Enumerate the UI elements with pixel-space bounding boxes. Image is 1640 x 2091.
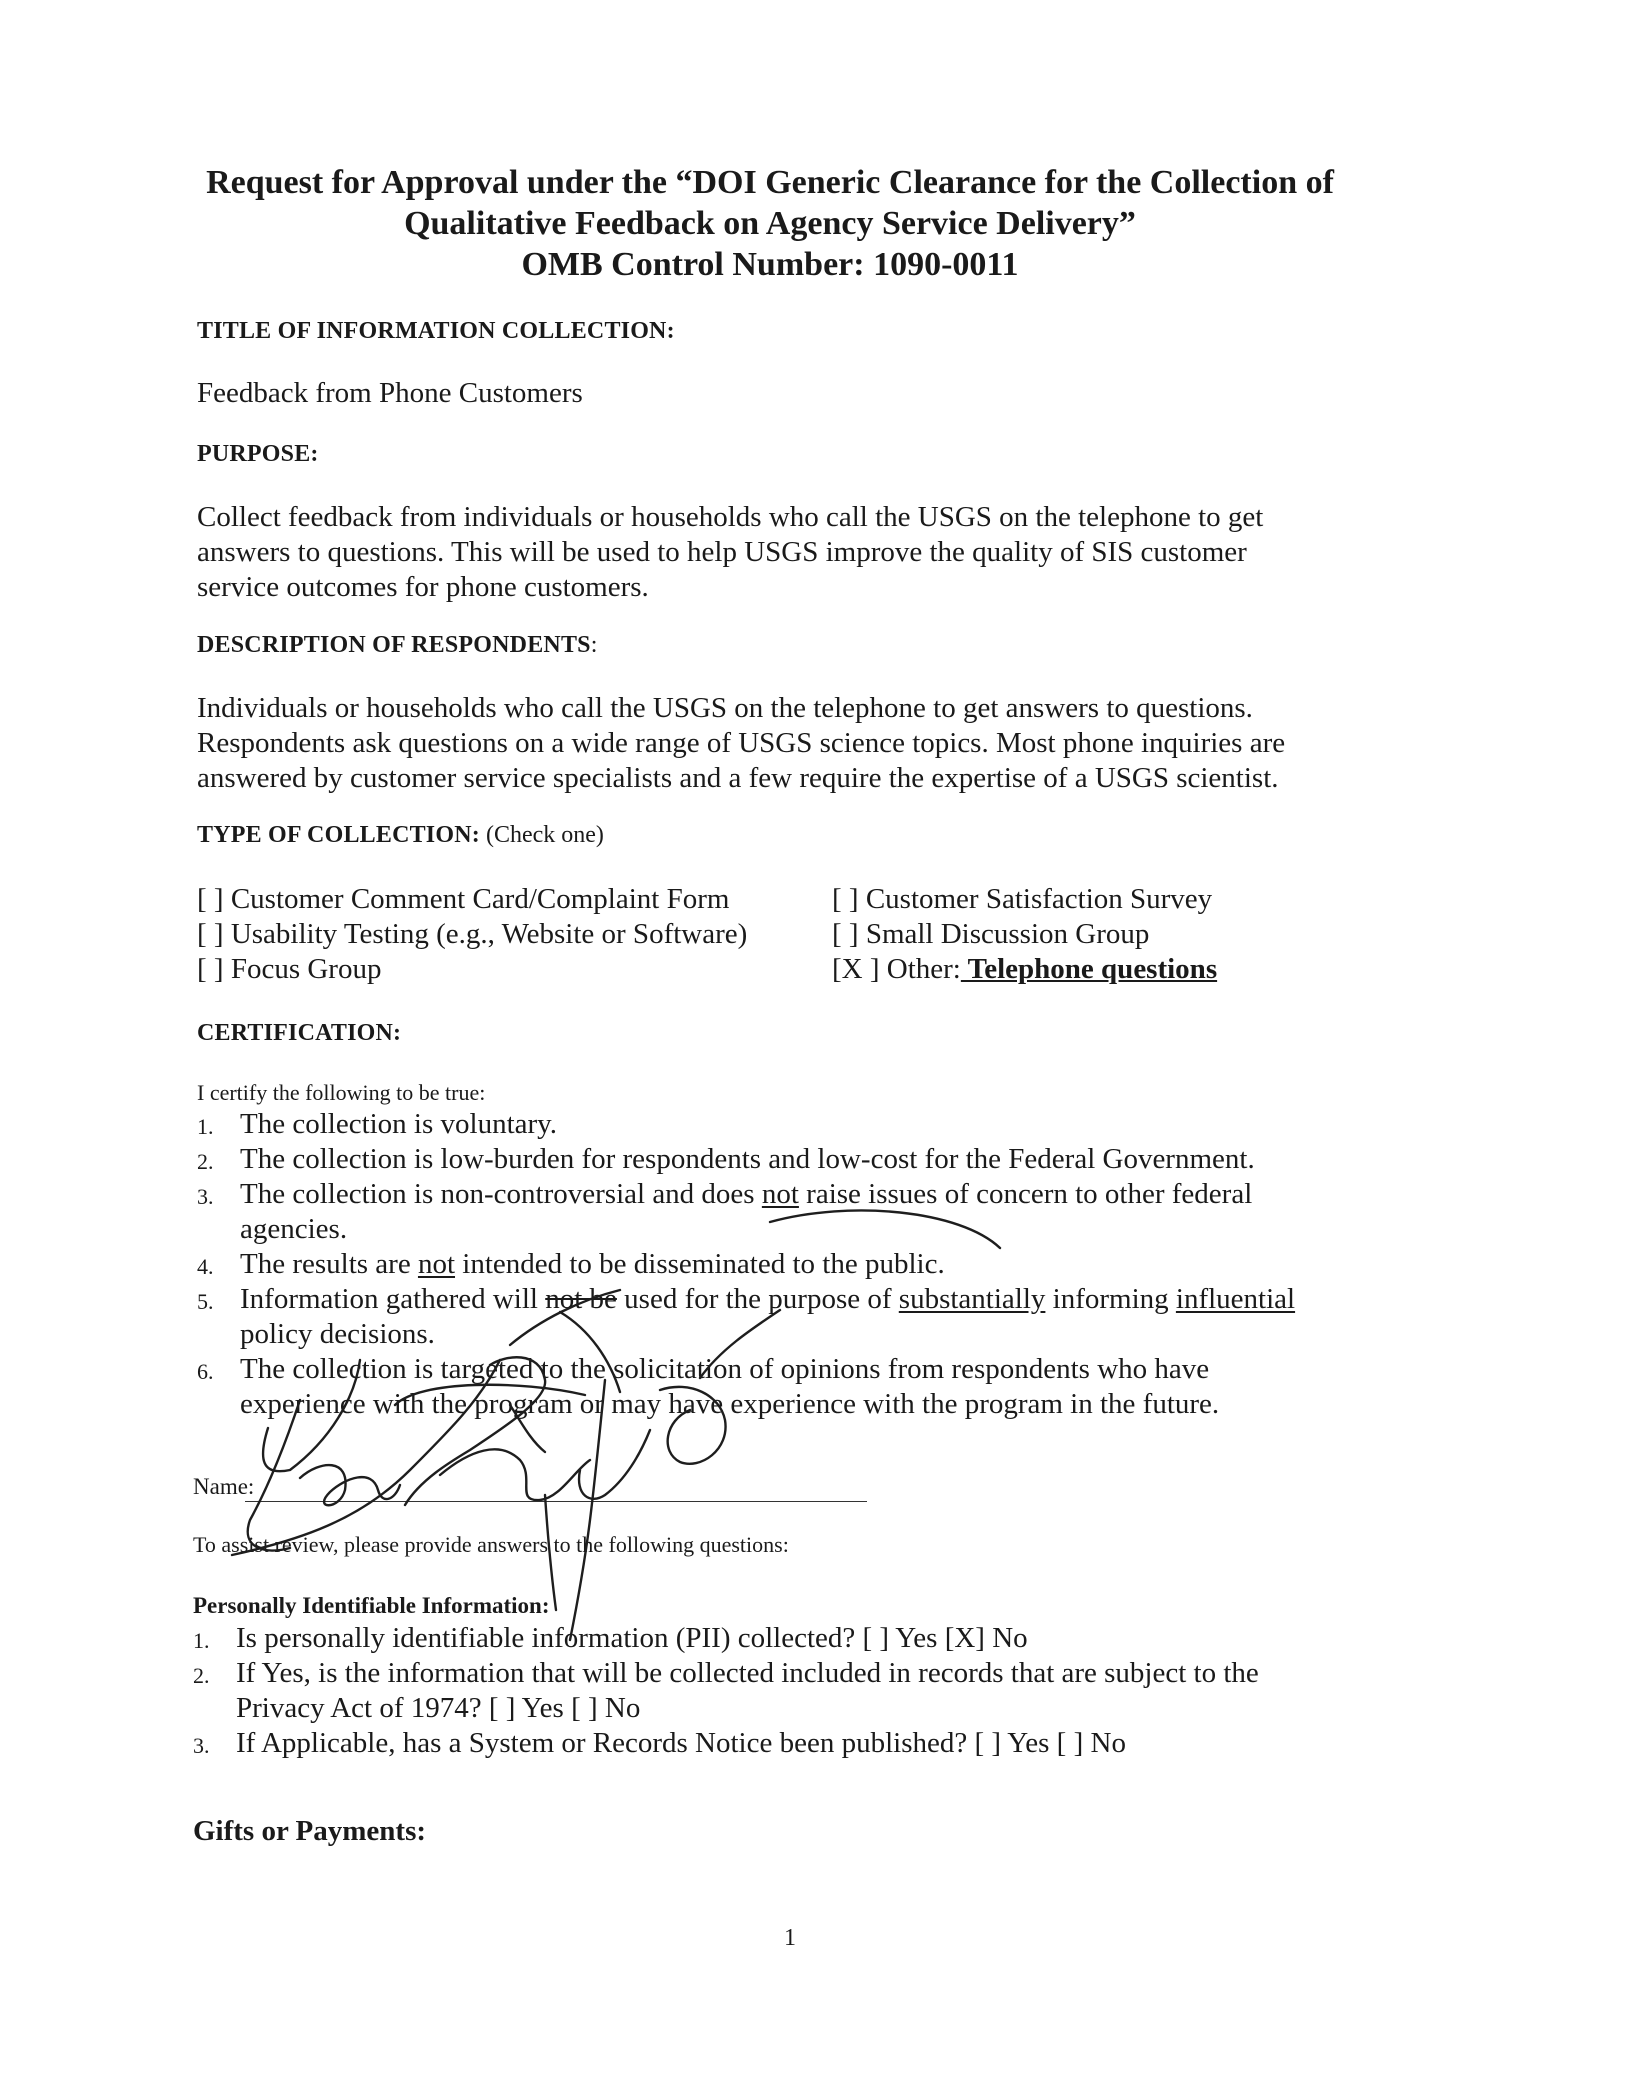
list-text: Privacy Act of 1974? [ ] Yes [ ] No <box>236 1692 641 1724</box>
list-item <box>193 1726 1373 1761</box>
list-text: The collection is low-burden for respondents and low-cost for the Federal Government. <box>240 1143 1255 1175</box>
list-text-underlined: substantially <box>898 1283 1046 1315</box>
list-text: The results are <box>240 1248 418 1280</box>
section-label-certification: CERTIFICATION: <box>197 1020 402 1046</box>
collection-types-left <box>197 882 747 987</box>
list-text-underlined: influential <box>1175 1283 1296 1315</box>
checkbox-option: [ ] Small Discussion Group <box>832 918 1150 950</box>
list-item <box>197 1142 1377 1177</box>
checkbox-option: [ ] Customer Comment Card/Complaint Form <box>197 883 730 915</box>
list-number: 6. <box>197 1359 214 1384</box>
other-value: Telephone questions <box>960 953 1218 985</box>
list-item <box>193 1621 1373 1656</box>
list-number: 2. <box>193 1663 210 1688</box>
document-title <box>150 162 1390 285</box>
list-text-underlined: not <box>761 1178 799 1210</box>
list-text: informing <box>1045 1283 1176 1315</box>
list-item <box>197 1107 1377 1142</box>
list-item <box>193 1656 1373 1726</box>
purpose-text <box>197 500 1263 605</box>
respondents-text <box>197 691 1285 796</box>
list-text-underlined: not <box>417 1248 456 1280</box>
type-label: TYPE OF COLLECTION: <box>197 822 480 848</box>
title-line-3: OMB Control Number: 1090-0011 <box>521 246 1019 283</box>
checkbox-option-other <box>832 952 1217 987</box>
name-label: Name: <box>193 1474 255 1499</box>
list-text: If Applicable, has a System or Records Notice been published? [ ] Yes [ ] No <box>236 1727 1126 1759</box>
purpose-line: answers to questions. This will be used to help USGS improve the quality of SIS customer <box>197 536 1247 568</box>
list-text: intended to be disseminated to the public. <box>455 1248 945 1280</box>
collection-types-right <box>832 882 1217 987</box>
section-label-type <box>197 822 604 849</box>
title-line-2: Qualitative Feedback on Agency Service Delivery” <box>404 205 1136 242</box>
list-text: If Yes, is the information that will be collected included in records that are subject to the <box>236 1657 1259 1689</box>
list-text: The collection is voluntary. <box>240 1108 558 1140</box>
list-text: Is personally identifiable information (PII) collected? [ ] Yes [X] No <box>236 1622 1028 1654</box>
list-text: The collection is non-controversial and does <box>240 1178 762 1210</box>
respondents-line: Respondents ask questions on a wide range of USGS science topics. Most phone inquiries are <box>197 727 1286 759</box>
section-label-respondents <box>197 632 598 659</box>
list-number: 4. <box>197 1254 214 1279</box>
respondents-line: Individuals or households who call the USGS on the telephone to get answers to questions. <box>197 692 1253 724</box>
list-text: Information gathered will <box>240 1283 546 1315</box>
purpose-line: Collect feedback from individuals or households who call the USGS on the telephone to get <box>197 501 1264 533</box>
respondents-label-colon: : <box>590 632 598 658</box>
list-number: 3. <box>197 1184 214 1209</box>
collection-title-value: Feedback from Phone Customers <box>197 377 583 409</box>
signature-line <box>245 1501 867 1502</box>
list-text: The collection is targeted to the solicitation of opinions from respondents who have <box>240 1353 1210 1385</box>
list-item <box>197 1282 1377 1352</box>
certification-intro: I certify the following to be true: <box>197 1080 486 1105</box>
respondents-label-text: DESCRIPTION OF RESPONDENTS <box>197 632 591 658</box>
list-item <box>197 1177 1377 1247</box>
page-number: 1 <box>784 1925 796 1951</box>
respondents-line: answered by customer service specialists and a few require the expertise of a USGS scientist. <box>197 762 1279 794</box>
list-item <box>197 1352 1377 1422</box>
list-number: 1. <box>193 1628 210 1653</box>
title-line-1: Request for Approval under the “DOI Generic Clearance for the Collection of <box>206 164 1334 201</box>
list-text-struck: not be <box>545 1283 617 1315</box>
list-text: agencies. <box>240 1213 348 1245</box>
gifts-heading: Gifts or Payments: <box>193 1815 427 1847</box>
purpose-line: service outcomes for phone customers. <box>197 571 649 603</box>
list-text: policy decisions. <box>240 1318 435 1350</box>
certification-list <box>197 1107 1377 1422</box>
section-label-purpose: PURPOSE: <box>197 441 319 467</box>
list-number: 1. <box>197 1114 214 1139</box>
pii-list <box>193 1621 1373 1761</box>
list-text: used for the purpose of <box>616 1283 899 1315</box>
assist-text: To assist review, please provide answers to the following questions: <box>193 1532 789 1557</box>
list-text: experience with the program or may have experience with the program in the future. <box>240 1388 1220 1420</box>
checkbox-option: [ ] Customer Satisfaction Survey <box>832 883 1213 915</box>
list-item <box>197 1247 1377 1282</box>
list-number: 3. <box>193 1733 210 1758</box>
other-prefix: [X ] Other: <box>832 953 961 985</box>
checkbox-option: [ ] Focus Group <box>197 953 382 985</box>
section-label-title: TITLE OF INFORMATION COLLECTION: <box>197 318 675 344</box>
checkbox-option: [ ] Usability Testing (e.g., Website or Software) <box>197 918 748 950</box>
list-number: 2. <box>197 1149 214 1174</box>
list-text: raise issues of concern to other federal <box>798 1178 1253 1210</box>
list-number: 5. <box>197 1289 214 1314</box>
type-note: (Check one) <box>479 822 604 848</box>
pii-label: Personally Identifiable Information: <box>193 1593 550 1618</box>
